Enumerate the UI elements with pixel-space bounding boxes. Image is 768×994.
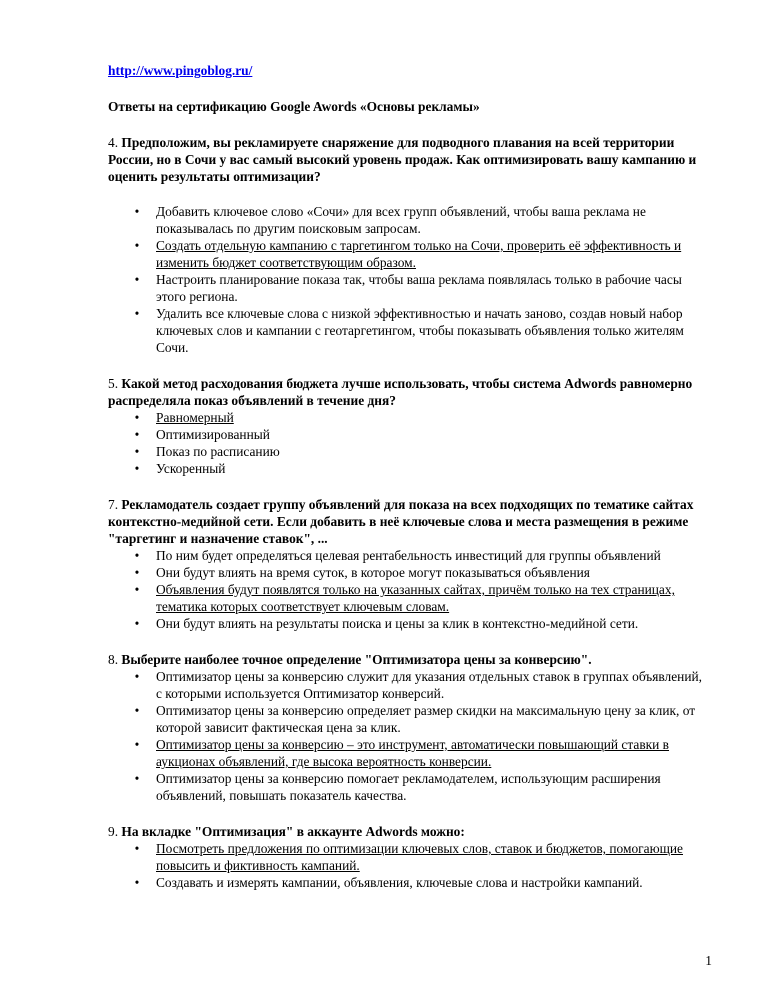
bullet-icon: •: [134, 875, 140, 890]
answer-item: [108, 702, 708, 736]
answer-item: [108, 237, 708, 271]
question-number: 4.: [108, 135, 119, 150]
bullet-icon: •: [134, 427, 140, 442]
answer-list-q7: [108, 547, 708, 632]
answer-text-correct: Оптимизатор цены за конверсию – это инструмент, автоматически повышающий ставки в аукционах объявлений, где высока вероятность конверсии.: [156, 737, 670, 769]
bullet-icon: •: [134, 565, 140, 580]
bullet-icon: •: [134, 669, 140, 684]
answer-item: [108, 564, 708, 581]
answer-text: Ускоренный: [156, 461, 226, 476]
bullet-icon: •: [134, 238, 140, 253]
answer-text-correct: Посмотреть предложения по оптимизации ключевых слов, ставок и бюджетов, помогающие повысить и фиктивность кампаний.: [156, 841, 683, 873]
answer-item: [108, 736, 708, 770]
answer-text-correct: Создать отдельную кампанию с таргетингом только на Сочи, проверить её эффективность и изменить бюджет соответствующим образом.: [156, 238, 682, 270]
bullet-icon: •: [134, 616, 140, 631]
bullet-icon: •: [134, 410, 140, 425]
answer-item: [108, 409, 708, 426]
answer-item: [108, 547, 708, 564]
answer-text-correct: Объявления будут появлятся только на указанных сайтах, причём только на тех страницах, тематика которых соответствует ключевым словам.: [156, 582, 675, 614]
answer-item: [108, 840, 708, 874]
answer-text: Настроить планирование показа так, чтобы ваша реклама появлялась только в рабочие часы этого региона.: [156, 272, 682, 304]
answer-text: Добавить ключевое слово «Сочи» для всех групп объявлений, чтобы ваша реклама не показывалась по другим поисковым запросам.: [156, 204, 646, 236]
bullet-icon: •: [134, 306, 140, 321]
question-text: На вкладке "Оптимизация" в аккаунте Adwords можно:: [121, 824, 465, 839]
bullet-icon: •: [134, 771, 140, 786]
question-number: 7.: [108, 497, 119, 512]
answer-item: [108, 770, 708, 804]
question-text: Рекламодатель создает группу объявлений для показа на всех подходящих по тематике сайтах контекстно-медийной сети. Если добавить в неё ключевые слова и места размещения в режиме "таргетинг и назначение ставок", ...: [108, 497, 694, 546]
answer-text: Оптимизатор цены за конверсию служит для указания отдельных ставок в группах объявлений, с которыми используется Оптимизатор конверсий.: [156, 669, 702, 701]
answer-item: [108, 615, 708, 632]
blog-link[interactable]: http://www.pingoblog.ru/: [108, 63, 253, 78]
answer-text: По ним будет определяться целевая рентабельность инвестиций для группы объявлений: [156, 548, 661, 563]
answer-item: [108, 271, 708, 305]
question-number: 9.: [108, 824, 119, 839]
answer-item: [108, 305, 708, 356]
answer-item: [108, 426, 708, 443]
bullet-icon: •: [134, 703, 140, 718]
answer-text: Оптимизатор цены за конверсию помогает рекламодателем, использующим расширения объявлений, повышать показатель качества.: [156, 771, 661, 803]
answer-text: Создавать и измерять кампании, объявления, ключевые слова и настройки кампаний.: [156, 875, 643, 890]
question-text: Какой метод расходования бюджета лучше использовать, чтобы система Adwords равномерно распределяла показ объявлений в течение дня?: [108, 376, 693, 408]
answer-item: [108, 460, 708, 477]
answer-text: Удалить все ключевые слова с низкой эффективностью и начать заново, создав новый набор ключевых слов и кампании с геотаргетингом, чтобы показывать объявления только жителям Сочи.: [156, 306, 684, 355]
answer-item: [108, 581, 708, 615]
question-7: [108, 496, 708, 547]
bullet-icon: •: [134, 548, 140, 563]
answer-text: Они будут влиять на результаты поиска и цены за клик в контекстно-медийной сети.: [156, 616, 639, 631]
answer-list-q9: [108, 840, 708, 891]
answer-text: Они будут влиять на время суток, в которое могут показываться объявления: [156, 565, 590, 580]
question-4: [108, 134, 708, 185]
bullet-icon: •: [134, 582, 140, 597]
page-number: 1: [705, 953, 712, 968]
bullet-icon: •: [134, 272, 140, 287]
answer-list-q5: [108, 409, 708, 477]
question-5: [108, 375, 708, 409]
question-number: 8.: [108, 652, 119, 667]
answer-text-correct: Равномерный: [156, 410, 234, 425]
answer-list-q8: [108, 668, 708, 804]
document-title: Ответы на сертификацию Google Awords «Основы рекламы»: [108, 99, 480, 114]
bullet-icon: •: [134, 737, 140, 752]
answer-item: [108, 203, 708, 237]
answer-text: Оптимизированный: [156, 427, 270, 442]
question-text: Выберите наиболее точное определение "Оптимизатора цены за конверсию".: [121, 652, 592, 667]
bullet-icon: •: [134, 461, 140, 476]
question-8: [108, 651, 708, 668]
answer-text: Оптимизатор цены за конверсию определяет размер скидки на максимальную цену за клик, от которой зависит фактическая цена за клик.: [156, 703, 696, 735]
question-9: [108, 823, 708, 840]
answer-list-q4: [108, 203, 708, 356]
bullet-icon: •: [134, 841, 140, 856]
bullet-icon: •: [134, 204, 140, 219]
question-number: 5.: [108, 376, 119, 391]
question-text: Предположим, вы рекламируете снаряжение для подводного плавания на всей территории России, но в Сочи у вас самый высокий уровень продаж. Как оптимизировать вашу кампанию и оценить результаты оптимизации?: [108, 135, 697, 184]
document-page: [108, 62, 708, 891]
bullet-icon: •: [134, 444, 140, 459]
answer-item: [108, 668, 708, 702]
answer-item: [108, 874, 708, 891]
answer-text: Показ по расписанию: [156, 444, 280, 459]
answer-item: [108, 443, 708, 460]
